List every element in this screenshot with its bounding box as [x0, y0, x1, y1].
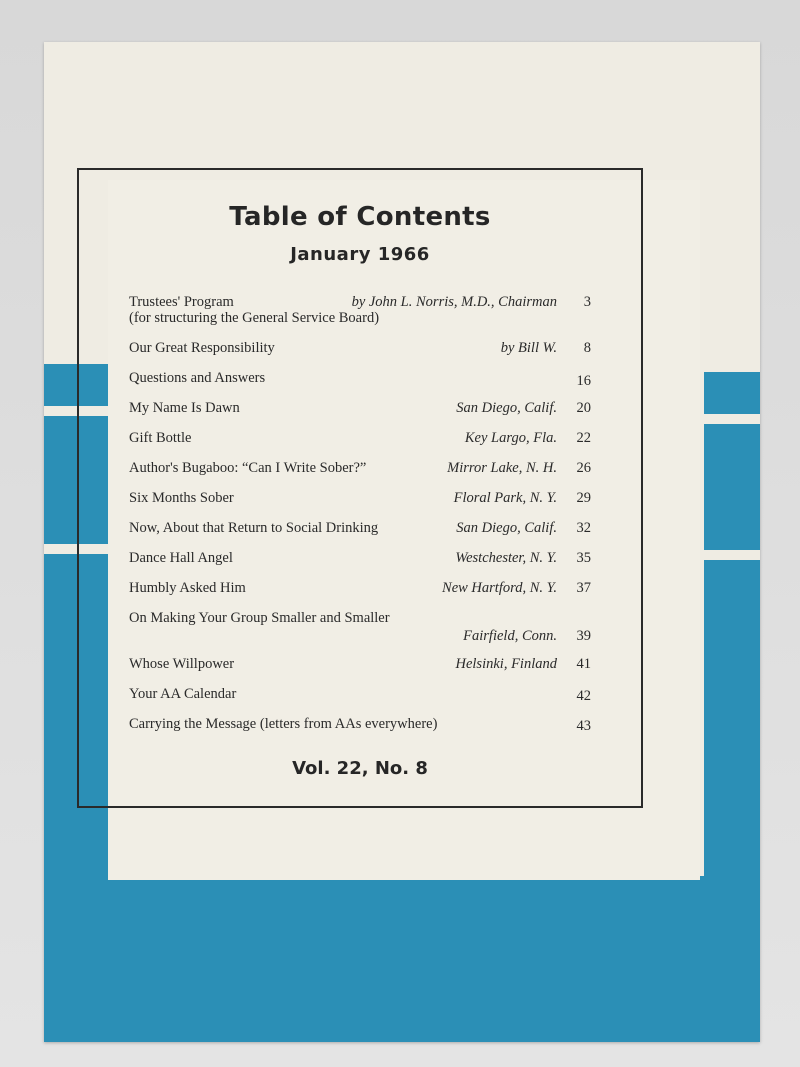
entry-page: 8: [583, 340, 591, 356]
volume-number: Vol. 22, No. 8: [292, 758, 428, 779]
entry-title: My Name Is Dawn: [129, 400, 240, 416]
entry-title: Trustees' Program: [129, 294, 234, 310]
entry-page: 26: [576, 460, 591, 476]
entry-author: San Diego, Calif.: [456, 400, 557, 416]
entry-page: 16: [576, 373, 591, 389]
entry-page: 32: [576, 520, 591, 536]
entry-subtitle: (for structuring the General Service Board): [129, 310, 380, 326]
entry-author: by John L. Norris, M.D., Chairman: [351, 294, 557, 310]
entry-title: Author's Bugaboo: “Can I Write Sober?”: [129, 460, 367, 476]
entry-author: Key Largo, Fla.: [464, 430, 557, 446]
entry-title: Your AA Calendar: [129, 686, 237, 702]
entry-page: 37: [576, 580, 591, 596]
entry-author: Mirror Lake, N. H.: [447, 460, 557, 476]
entry-author: by Bill W.: [500, 340, 557, 356]
entry-title: Now, About that Return to Social Drinking: [129, 520, 379, 536]
entry-author: New Hartford, N. Y.: [442, 580, 557, 596]
blue-band-right-1: [704, 372, 760, 414]
issue-date: January 1966: [290, 244, 430, 265]
entry-title: Whose Willpower: [129, 656, 235, 672]
entry-author: San Diego, Calif.: [456, 520, 557, 536]
entry-author: Fairfield, Conn.: [463, 628, 557, 644]
entry-title: Carrying the Message (letters from AAs everywhere): [129, 716, 438, 732]
entry-page: 42: [576, 688, 591, 704]
entry-page: 39: [576, 628, 591, 644]
entry-title: On Making Your Group Smaller and Smaller: [129, 610, 390, 626]
entry-title: Six Months Sober: [129, 490, 234, 506]
entry-title: Our Great Responsibility: [129, 340, 275, 356]
contents-box: [77, 168, 643, 808]
entry-title: Dance Hall Angel: [129, 550, 233, 566]
entry-page: 3: [583, 294, 591, 310]
entry-title: Humbly Asked Him: [129, 580, 246, 596]
entry-page: 29: [576, 490, 591, 506]
entry-author: Helsinki, Finland: [455, 656, 557, 672]
blue-band-bottom: [44, 876, 760, 1042]
page-title: Table of Contents: [229, 202, 491, 232]
entry-page: 20: [576, 400, 591, 416]
entry-page: 35: [576, 550, 591, 566]
entry-title: Questions and Answers: [129, 370, 266, 386]
entry-author: Westchester, N. Y.: [455, 550, 557, 566]
blue-band-right-2: [704, 424, 760, 550]
entry-author: Floral Park, N. Y.: [453, 490, 557, 506]
entry-page: 41: [576, 656, 591, 672]
entry-page: 22: [576, 430, 591, 446]
entry-title: Gift Bottle: [129, 430, 192, 446]
entry-page: 43: [576, 718, 591, 734]
